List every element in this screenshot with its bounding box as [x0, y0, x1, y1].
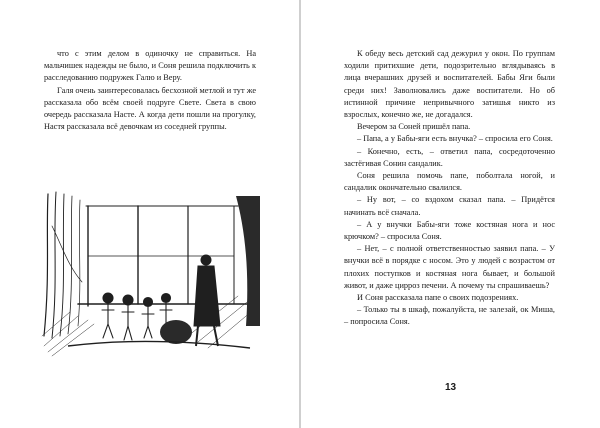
left-page [0, 0, 299, 428]
paragraph: – А у внучки Бабы-яги тоже костяная нога и нос крючком? – спросила Соня. [344, 219, 555, 242]
paragraph: Соня решила помочь папе, поболтала ногой, и сандалик окончательно свалился. [344, 171, 555, 193]
paragraph: Галя очень заинтересовалась бесхозной метлой и тут же рассказала обо всём своей подруге Свете. Света в свою очередь рассказала Насте. А когда дети пошли на прогулку, Настя рассказала всё девочкам из соседней группы. [44, 85, 256, 132]
right-page [301, 0, 600, 428]
paragraph: И Соня рассказала папе о своих подозрениях. [357, 293, 519, 303]
paragraph: – Конечно, есть, – ответил папа, сосредоточенно застёгивая Сонин сандалик. [344, 146, 555, 168]
paragraph: Вечером за Соней пришёл папа. [357, 122, 471, 132]
page-number: 13 [444, 382, 457, 393]
paragraph: – Папа, а у Бабы-яги есть внучка? – спросила его Соня. [357, 134, 553, 144]
illustration-kindergarten-scene [38, 186, 262, 372]
paragraph: – Ну вот, – со вздохом сказал папа. – Придётся начинать всё сначала. [344, 195, 555, 217]
paragraph: что с этим делом в одиночку не справиться. На мальчишек надежды не было, и Соня решила подключить к расследованию подружек Галю и Веру. [44, 49, 256, 83]
paragraph: – Только ты в шкаф, пожалуйста, не залезай, ок Миша, – попросила Соня. [344, 305, 555, 327]
paragraph: – Нет, – с полной ответственностью заявил папа. – У внучки всё в порядке с носом. Это у людей с возрастом от плохих поступков и костяная нога бывает, и большой живот, и даже цирроз печени. А почему ты спрашиваешь? [344, 244, 555, 290]
left-page-text [44, 48, 256, 133]
right-page-text [344, 48, 555, 329]
paragraph: К обеду весь детский сад дежурил у окон. По группам ходили притихшие дети, подозрительно вглядываясь в лица вчерашних друзей и воспитателей. Бабы Яги были среди них! Заволновались даже воспитатели. Но об истинной причине непривычного затишья никто из взрослых, конечно же, не догадался. [344, 49, 555, 120]
